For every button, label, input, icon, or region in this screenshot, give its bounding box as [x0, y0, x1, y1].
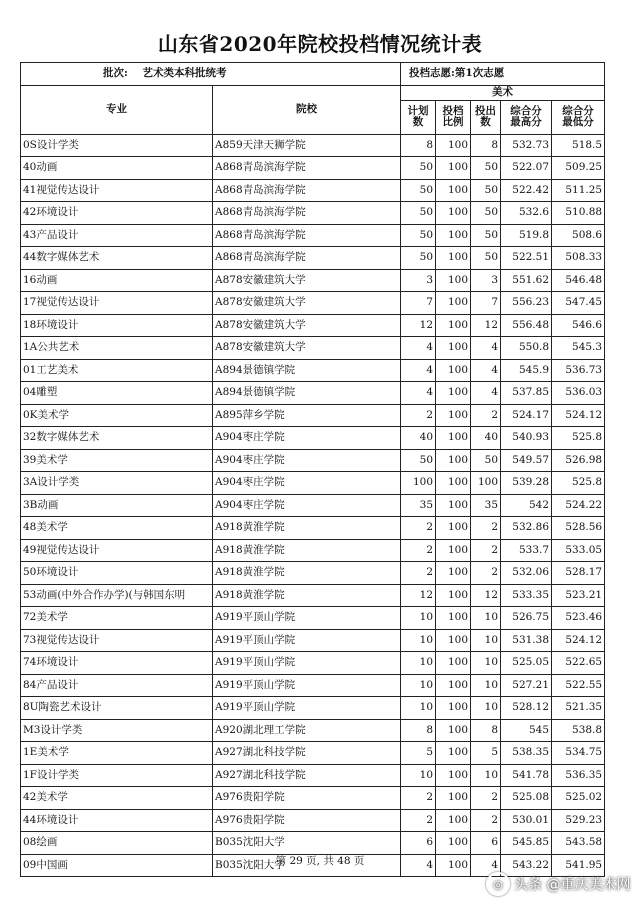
- header-group-art: 美术: [401, 85, 605, 100]
- cell-admitted: 35: [471, 494, 501, 517]
- table-row: [21, 427, 605, 450]
- cell-min-score: 547.45: [552, 292, 605, 315]
- cell-min-score: 523.21: [552, 584, 605, 607]
- header-max-score: 综合分 最高分: [501, 100, 552, 134]
- cell-plan: 6: [401, 832, 436, 855]
- cell-plan: 10: [401, 607, 436, 630]
- cell-plan: 12: [401, 584, 436, 607]
- cell-min-score: 521.35: [552, 697, 605, 720]
- cell-school: A904枣庄学院: [213, 472, 401, 495]
- cell-max-score: 528.12: [501, 697, 552, 720]
- table-row: [21, 562, 605, 585]
- cell-min-score: 510.88: [552, 202, 605, 225]
- cell-min-score: 536.35: [552, 764, 605, 787]
- cell-admitted: 10: [471, 764, 501, 787]
- cell-major: 8U陶瓷艺术设计: [21, 697, 213, 720]
- cell-ratio: 100: [436, 787, 471, 810]
- watermark-logo-icon: ◎: [486, 872, 510, 896]
- cell-min-score: 538.8: [552, 719, 605, 742]
- cell-min-score: 545.3: [552, 337, 605, 360]
- cell-school: A927湖北科技学院: [213, 742, 401, 765]
- cell-admitted: 50: [471, 179, 501, 202]
- cell-plan: 7: [401, 292, 436, 315]
- cell-ratio: 100: [436, 742, 471, 765]
- cell-max-score: 531.38: [501, 629, 552, 652]
- cell-school: A868青岛滨海学院: [213, 157, 401, 180]
- cell-ratio: 100: [436, 337, 471, 360]
- cell-min-score: 524.12: [552, 629, 605, 652]
- table-row: [21, 584, 605, 607]
- cell-school: A904枣庄学院: [213, 494, 401, 517]
- cell-plan: 2: [401, 517, 436, 540]
- table-row: [21, 157, 605, 180]
- cell-plan: 50: [401, 449, 436, 472]
- cell-school: A878安徽建筑大学: [213, 292, 401, 315]
- cell-min-score: 522.55: [552, 674, 605, 697]
- table-row: [21, 337, 605, 360]
- cell-admitted: 12: [471, 584, 501, 607]
- cell-major: 1E美术学: [21, 742, 213, 765]
- table-row: [21, 719, 605, 742]
- cell-plan: 50: [401, 202, 436, 225]
- cell-major: 18环境设计: [21, 314, 213, 337]
- cell-max-score: 542: [501, 494, 552, 517]
- cell-major: 1F设计学类: [21, 764, 213, 787]
- cell-school: A895萍乡学院: [213, 404, 401, 427]
- cell-ratio: 100: [436, 382, 471, 405]
- cell-major: 49视觉传达设计: [21, 539, 213, 562]
- cell-admitted: 7: [471, 292, 501, 315]
- cell-major: 09中国画: [21, 854, 213, 877]
- cell-school: A918黄淮学院: [213, 584, 401, 607]
- cell-admitted: 2: [471, 562, 501, 585]
- table-row: [21, 359, 605, 382]
- cell-admitted: 2: [471, 809, 501, 832]
- cell-min-score: 541.95: [552, 854, 605, 877]
- cell-school: A904枣庄学院: [213, 427, 401, 450]
- cell-admitted: 12: [471, 314, 501, 337]
- cell-school: A927湖北科技学院: [213, 764, 401, 787]
- cell-max-score: 526.75: [501, 607, 552, 630]
- cell-major: M3设计学类: [21, 719, 213, 742]
- cell-ratio: 100: [436, 539, 471, 562]
- cell-plan: 5: [401, 742, 436, 765]
- cell-admitted: 10: [471, 629, 501, 652]
- table-row: [21, 404, 605, 427]
- header-school: 院校: [213, 85, 401, 134]
- batch-bar: [21, 63, 605, 86]
- cell-max-score: 556.23: [501, 292, 552, 315]
- cell-max-score: 538.35: [501, 742, 552, 765]
- cell-admitted: 10: [471, 607, 501, 630]
- cell-max-score: 522.07: [501, 157, 552, 180]
- cell-major: 50环境设计: [21, 562, 213, 585]
- cell-ratio: 100: [436, 314, 471, 337]
- cell-school: A868青岛滨海学院: [213, 247, 401, 270]
- round-cell: [401, 63, 605, 86]
- cell-min-score: 546.6: [552, 314, 605, 337]
- cell-admitted: 10: [471, 674, 501, 697]
- cell-plan: 12: [401, 314, 436, 337]
- header-plan: 计划 数: [401, 100, 436, 134]
- cell-min-score: 533.05: [552, 539, 605, 562]
- cell-major: 01工艺美术: [21, 359, 213, 382]
- cell-ratio: 100: [436, 269, 471, 292]
- page-title: 山东省2020年院校投档情况统计表: [157, 32, 483, 56]
- cell-min-score: 528.17: [552, 562, 605, 585]
- cell-min-score: 511.25: [552, 179, 605, 202]
- cell-plan: 8: [401, 134, 436, 157]
- table-row: [21, 832, 605, 855]
- cell-plan: 2: [401, 809, 436, 832]
- cell-min-score: 536.73: [552, 359, 605, 382]
- round-value: 第1次志愿: [454, 67, 505, 80]
- header-admitted: 投出 数: [471, 100, 501, 134]
- table-row: [21, 697, 605, 720]
- cell-max-score: 540.93: [501, 427, 552, 450]
- cell-plan: 10: [401, 697, 436, 720]
- cell-plan: 2: [401, 562, 436, 585]
- cell-school: A868青岛滨海学院: [213, 179, 401, 202]
- table-row: [21, 787, 605, 810]
- cell-min-score: 536.03: [552, 382, 605, 405]
- cell-admitted: 2: [471, 517, 501, 540]
- table-row: [21, 269, 605, 292]
- cell-plan: 8: [401, 719, 436, 742]
- header-min-score: 综合分 最低分: [552, 100, 605, 134]
- cell-max-score: 522.51: [501, 247, 552, 270]
- cell-plan: 4: [401, 359, 436, 382]
- cell-admitted: 100: [471, 472, 501, 495]
- header-ratio: 投档 比例: [436, 100, 471, 134]
- cell-major: 0K美术学: [21, 404, 213, 427]
- cell-major: 44环境设计: [21, 809, 213, 832]
- cell-max-score: 545: [501, 719, 552, 742]
- cell-school: A918黄淮学院: [213, 539, 401, 562]
- table-row: [21, 674, 605, 697]
- cell-max-score: 530.01: [501, 809, 552, 832]
- table-row: [21, 247, 605, 270]
- cell-school: A976贵阳学院: [213, 787, 401, 810]
- table-row: [21, 764, 605, 787]
- cell-ratio: 100: [436, 157, 471, 180]
- watermark: [486, 872, 630, 896]
- cell-max-score: 551.62: [501, 269, 552, 292]
- cell-major: 43产品设计: [21, 224, 213, 247]
- page-footer: 第 29 页, 共 48 页: [275, 855, 365, 867]
- table-row: [21, 292, 605, 315]
- cell-max-score: 525.08: [501, 787, 552, 810]
- cell-min-score: 546.48: [552, 269, 605, 292]
- cell-ratio: 100: [436, 764, 471, 787]
- cell-max-score: 525.05: [501, 652, 552, 675]
- cell-min-score: 508.33: [552, 247, 605, 270]
- cell-admitted: 3: [471, 269, 501, 292]
- cell-ratio: 100: [436, 562, 471, 585]
- cell-min-score: 518.5: [552, 134, 605, 157]
- cell-plan: 50: [401, 157, 436, 180]
- cell-school: A919平顶山学院: [213, 652, 401, 675]
- cell-ratio: 100: [436, 292, 471, 315]
- cell-plan: 40: [401, 427, 436, 450]
- cell-plan: 4: [401, 382, 436, 405]
- cell-plan: 10: [401, 674, 436, 697]
- cell-ratio: 100: [436, 359, 471, 382]
- cell-major: 48美术学: [21, 517, 213, 540]
- cell-max-score: 532.06: [501, 562, 552, 585]
- cell-max-score: 549.57: [501, 449, 552, 472]
- cell-min-score: 534.75: [552, 742, 605, 765]
- cell-admitted: 10: [471, 697, 501, 720]
- cell-ratio: 100: [436, 472, 471, 495]
- cell-ratio: 100: [436, 247, 471, 270]
- batch-cell: [21, 63, 401, 86]
- cell-major: 16动画: [21, 269, 213, 292]
- cell-ratio: 100: [436, 179, 471, 202]
- cell-min-score: 525.8: [552, 427, 605, 450]
- cell-max-score: 541.78: [501, 764, 552, 787]
- cell-plan: 4: [401, 854, 436, 877]
- cell-max-score: 527.21: [501, 674, 552, 697]
- cell-ratio: 100: [436, 404, 471, 427]
- cell-major: 1A公共艺术: [21, 337, 213, 360]
- cell-major: 17视觉传达设计: [21, 292, 213, 315]
- cell-min-score: 525.02: [552, 787, 605, 810]
- cell-max-score: 532.86: [501, 517, 552, 540]
- cell-plan: 4: [401, 337, 436, 360]
- watermark-text: 头条 @重庆美术网: [514, 877, 631, 893]
- table-row: [21, 472, 605, 495]
- cell-school: A919平顶山学院: [213, 607, 401, 630]
- cell-max-score: 522.42: [501, 179, 552, 202]
- cell-plan: 10: [401, 629, 436, 652]
- cell-major: 53动画(中外合作办学)(与韩国东明: [21, 584, 213, 607]
- cell-plan: 10: [401, 652, 436, 675]
- cell-admitted: 5: [471, 742, 501, 765]
- cell-max-score: 545.9: [501, 359, 552, 382]
- cell-plan: 2: [401, 539, 436, 562]
- cell-school: A859天津天狮学院: [213, 134, 401, 157]
- cell-ratio: 100: [436, 517, 471, 540]
- cell-school: A918黄淮学院: [213, 517, 401, 540]
- cell-major: 72美术学: [21, 607, 213, 630]
- cell-major: 73视觉传达设计: [21, 629, 213, 652]
- cell-school: A868青岛滨海学院: [213, 224, 401, 247]
- table-row: [21, 742, 605, 765]
- cell-ratio: 100: [436, 134, 471, 157]
- cell-ratio: 100: [436, 449, 471, 472]
- cell-school: A894景德镇学院: [213, 359, 401, 382]
- table-row: [21, 494, 605, 517]
- cell-max-score: 524.17: [501, 404, 552, 427]
- cell-min-score: 522.65: [552, 652, 605, 675]
- cell-min-score: 528.56: [552, 517, 605, 540]
- cell-school: A919平顶山学院: [213, 674, 401, 697]
- cell-major: 41视觉传达设计: [21, 179, 213, 202]
- cell-max-score: 533.35: [501, 584, 552, 607]
- cell-school: A920湖北理工学院: [213, 719, 401, 742]
- cell-admitted: 50: [471, 202, 501, 225]
- table-row: [21, 607, 605, 630]
- cell-major: 40动画: [21, 157, 213, 180]
- cell-school: A918黄淮学院: [213, 562, 401, 585]
- cell-admitted: 8: [471, 719, 501, 742]
- cell-major: 44数字媒体艺术: [21, 247, 213, 270]
- cell-ratio: 100: [436, 854, 471, 877]
- cell-max-score: 533.7: [501, 539, 552, 562]
- cell-min-score: 509.25: [552, 157, 605, 180]
- cell-min-score: 524.12: [552, 404, 605, 427]
- cell-admitted: 4: [471, 854, 501, 877]
- cell-ratio: 100: [436, 494, 471, 517]
- cell-ratio: 100: [436, 809, 471, 832]
- cell-ratio: 100: [436, 674, 471, 697]
- table-row: [21, 517, 605, 540]
- cell-ratio: 100: [436, 697, 471, 720]
- cell-admitted: 8: [471, 134, 501, 157]
- cell-plan: 50: [401, 224, 436, 247]
- cell-plan: 2: [401, 404, 436, 427]
- cell-school: B035沈阳大学: [213, 854, 401, 877]
- cell-ratio: 100: [436, 652, 471, 675]
- cell-major: 04雕塑: [21, 382, 213, 405]
- cell-admitted: 4: [471, 337, 501, 360]
- cell-max-score: 532.6: [501, 202, 552, 225]
- cell-max-score: 532.73: [501, 134, 552, 157]
- round-label: 投档志愿:: [409, 67, 455, 80]
- cell-min-score: 526.98: [552, 449, 605, 472]
- batch-label: 批次:: [103, 67, 128, 80]
- cell-major: 39美术学: [21, 449, 213, 472]
- table-row: [21, 224, 605, 247]
- table-row: [21, 134, 605, 157]
- cell-admitted: 2: [471, 404, 501, 427]
- cell-admitted: 6: [471, 832, 501, 855]
- cell-max-score: 545.85: [501, 832, 552, 855]
- cell-min-score: 543.58: [552, 832, 605, 855]
- cell-ratio: 100: [436, 202, 471, 225]
- cell-admitted: 10: [471, 652, 501, 675]
- cell-school: A878安徽建筑大学: [213, 337, 401, 360]
- cell-school: A878安徽建筑大学: [213, 269, 401, 292]
- cell-major: 0S设计学类: [21, 134, 213, 157]
- cell-min-score: 523.46: [552, 607, 605, 630]
- table-row: [21, 382, 605, 405]
- cell-admitted: 2: [471, 787, 501, 810]
- cell-ratio: 100: [436, 584, 471, 607]
- cell-ratio: 100: [436, 832, 471, 855]
- cell-max-score: 539.28: [501, 472, 552, 495]
- cell-ratio: 100: [436, 427, 471, 450]
- cell-max-score: 543.22: [501, 854, 552, 877]
- cell-ratio: 100: [436, 629, 471, 652]
- cell-admitted: 4: [471, 359, 501, 382]
- table-row: [21, 202, 605, 225]
- cell-school: A878安徽建筑大学: [213, 314, 401, 337]
- admission-table: [20, 62, 605, 877]
- table-row: [21, 179, 605, 202]
- cell-min-score: 529.23: [552, 809, 605, 832]
- cell-min-score: 508.6: [552, 224, 605, 247]
- cell-plan: 35: [401, 494, 436, 517]
- cell-school: A868青岛滨海学院: [213, 202, 401, 225]
- header-row-group: [21, 85, 605, 100]
- cell-major: 42环境设计: [21, 202, 213, 225]
- cell-major: 32数字媒体艺术: [21, 427, 213, 450]
- cell-plan: 50: [401, 247, 436, 270]
- cell-major: 42美术学: [21, 787, 213, 810]
- cell-admitted: 50: [471, 449, 501, 472]
- cell-major: 74环境设计: [21, 652, 213, 675]
- table-row: [21, 449, 605, 472]
- cell-plan: 100: [401, 472, 436, 495]
- cell-min-score: 525.8: [552, 472, 605, 495]
- cell-major: 84产品设计: [21, 674, 213, 697]
- cell-max-score: 550.8: [501, 337, 552, 360]
- cell-admitted: 50: [471, 224, 501, 247]
- cell-min-score: 524.22: [552, 494, 605, 517]
- cell-plan: 10: [401, 764, 436, 787]
- table-row: [21, 539, 605, 562]
- cell-ratio: 100: [436, 607, 471, 630]
- cell-plan: 50: [401, 179, 436, 202]
- cell-admitted: 4: [471, 382, 501, 405]
- cell-school: A919平顶山学院: [213, 697, 401, 720]
- cell-major: 3A设计学类: [21, 472, 213, 495]
- cell-major: 08绘画: [21, 832, 213, 855]
- cell-ratio: 100: [436, 719, 471, 742]
- cell-max-score: 519.8: [501, 224, 552, 247]
- cell-major: 3B动画: [21, 494, 213, 517]
- cell-max-score: 537.85: [501, 382, 552, 405]
- table-row: [21, 652, 605, 675]
- batch-value: 艺术类本科批统考: [142, 67, 227, 80]
- cell-school: B035沈阳大学: [213, 832, 401, 855]
- table-row: [21, 629, 605, 652]
- table-row: [21, 809, 605, 832]
- cell-plan: 3: [401, 269, 436, 292]
- cell-school: A919平顶山学院: [213, 629, 401, 652]
- cell-plan: 2: [401, 787, 436, 810]
- cell-max-score: 556.48: [501, 314, 552, 337]
- header-major: 专业: [21, 85, 213, 134]
- cell-admitted: 2: [471, 539, 501, 562]
- cell-school: A894景德镇学院: [213, 382, 401, 405]
- cell-ratio: 100: [436, 224, 471, 247]
- cell-admitted: 50: [471, 157, 501, 180]
- table-row: [21, 314, 605, 337]
- cell-admitted: 40: [471, 427, 501, 450]
- cell-admitted: 50: [471, 247, 501, 270]
- cell-school: A976贵阳学院: [213, 809, 401, 832]
- cell-school: A904枣庄学院: [213, 449, 401, 472]
